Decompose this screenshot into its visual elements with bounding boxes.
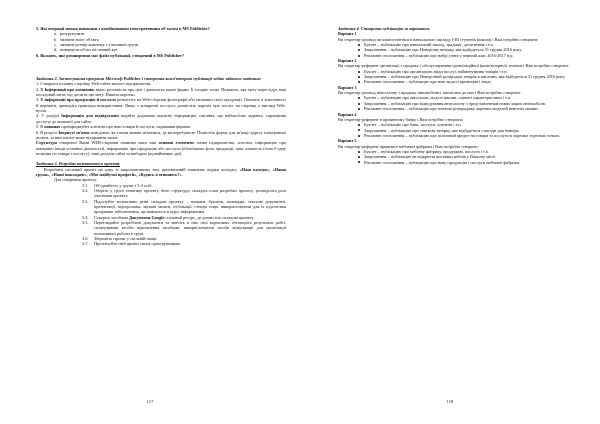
step-item: 3.3. Підготуйте колективно різні складові проекту – плакати, буклети, календарі, текстові документи, презентації, відеоролики, звукові записи, публікації, стенди тощо, використовуючи для їх підготовки програмне забезпечення, що вивчалось в курсі інформатики. [82,198,286,215]
list-item: Запрошення – публікацію про Новорічний розпродаж товарів в магазині, яка відбудеться 31 грудня 2016 року. [358,74,582,79]
page-number-right: 118 [446,398,454,404]
variant-4-intro: Ви секретар-референт в приватному банку і Вам потрібно створити: [338,116,464,122]
option-c: c. змінити розмір кожному з учасників групи [58,42,286,47]
variant-3-intro: Ви секретар-діловод автосалону з продажу автомобілів і запчастин до них і Вам потрібно створити: [338,90,522,96]
list-item: Рекламне оголошення – публікацію про пільговий кредит на товари та послуги в окремих торгових точках. [358,133,582,138]
variant-2-intro: Ви секретар-референт організації з продажу і обслуговування організаційної (комп'ютерної) техніки і Вам потрібно створити: [338,63,570,69]
list-item: Буклет – публікацію про банк, послуги, клієнтів і т.п. [358,122,582,127]
task-2-structure: Структура створеної Вами WEB-сторінки повинна мати такі основні елементи: назва підприємства, логотип, інформацію про компанію (види основної діяльності), інформацію про продукцію або послуги (обов'язково фото продукції, ціна, кількість (хоча б одну позицію по товару і послугу), інші розділи сайта за вибором (щонайменше дві). [36,140,287,156]
list-item: Буклет – публікацію про меблеву фабрику, продукцію, послуги і т.п. [358,149,582,154]
task-2-point-2: 2. В Інформації про компанію варто розповісти про цілі і діяльність вашої фірми. Її історію тощо. Покажіть, яку мету переслідує ваш посадовий штат, що досягає цю мету. Пишіть коротко. [36,86,286,98]
step-item: 3.1. Об'єднайтесь у групи з 3-4 осіб. [82,182,153,188]
option-a: a. розгрупувати [58,31,286,36]
variant-1-intro: Ви секретар-діловод загальноосвітнього навчального закладу I-III ступенів (школи) і Вам потрібно створити: [338,36,539,42]
task-4-title: Завдання 4. Створити публікацію за варіантом. [338,26,431,31]
variant-1-list [338,42,582,58]
list-item: Рекламне оголошення – публікацію про набір учнів у перший клас 2016-2017 н.р. [358,53,582,58]
list-item: Буклет – публікацію про навчальний заклад, традиції, досягнення і т.п. [358,42,582,47]
task-2-point-4: 4. У розділі Інформація для відвідувачів надайте додаткову корисну інформацію, питання, що найчастіше задають, спрощення доступу до компанії для сайту. [36,113,287,124]
variant-2-label: Варіант 2 [338,58,357,64]
variant-4-label: Варіант 4 [338,111,357,117]
list-item: Буклет – публікацію про автосалон, моделі машин, оцінені характеристики і т.п. [358,95,582,100]
step-item: 3.6. Збережіть проект у спільній папці. [82,236,158,242]
page-number-left: 117 [146,398,154,404]
list-item: Рекламне оголошення – публікацію про нові моделі принтерів і знаді. [358,79,582,84]
task-2-point-5: 5. В новинах проінформуйте клієнтів про нові товари й послуги, надавання фірмою. [36,124,192,130]
variant-2-list [338,69,582,85]
task-3-steps [36,183,286,247]
list-item: Запрошення – публікацію про Новорічну вечірку, яка відбудеться 31 грудня 2016 року. [358,47,582,52]
list-item: Рекламне оголошення – публікацію про нову продукцію і послуги меблевої фабрики. [358,160,582,165]
task-2-title: Завдання 2. Застосування програми Microsoft Publisher і створення комп'ютерної публікації згідно заданого завдання: [36,76,262,82]
option-b: b. змінити зміст об'єкта [58,37,286,42]
step-item: 3.7. Презентуйте свій проект своїм одногрупникам. [82,241,181,247]
step-item: 3.5. Переглядайте розроблені документи та внесіть в них свої корективи, обговоріть результати робіт, спланувавши засоби відновлення засобами, використовуючи засоби комунікації для організації колективної роботи в групі. [82,220,286,236]
task-3-title: Завдання 3. Розробка колективного проекту [36,161,120,167]
list-item: Рекламне оголошення – публікацію про початок розпродажу окремих моделей новітніх машин. [358,106,582,111]
variant-5-intro: Ви секретар-референт приватної меблевої фабрики і Вам потрібно створити: [338,143,479,149]
task-3-steps-intro: Для створення проекту: [54,177,98,183]
list-item: Буклет – публікацію про організацію, види послуг, найменування товарів і т.п. [358,69,582,74]
variant-5-label: Варіант 5 [338,138,357,144]
task-2-point-1: 1. Створити головну сторінку Web-сайта вашого підприємства. [36,81,152,87]
list-item: Запрошення – публікацію про відвідування автосалону з представленням нових марок автомобілів. [358,101,582,106]
task-3-intro: Розробити спільний проект на одну із запропонованих тем, присвячений знаковим подіям коледжу: «Наш коледж», «Наша група», «Наші викладачі», «Мої майбутні професії», «Кудись я огинаюсь?». [36,166,286,177]
right-page [300,0,600,424]
variant-4-list [338,122,582,138]
task-2-point-6: 6. В розділі Звернуті зв'язок повідомте, як з вами можна зв'язатися, де ви перебуваєте. Помістіть форму для зв'язку, адресу електронної пошти, за якої клієнт може відправити запит. [36,129,286,140]
step-item: 3.2. Оберіть у групі тематику проекту, його структуру, складіть план розробки проекту, розподіліть ролі учасників проекту. [82,187,286,199]
step-item: 3.4. Створіть засобами Документи Google спільний ресурс, де розмістіть складові проекту. [82,214,255,220]
list-item: Запрошення – публікацію на відкриття виставки меблів у Вашому місті. [358,154,582,159]
question-6: 6. Вкажіть, яке розширення має файл публікації, створений в MS Publisher? [36,52,185,58]
option-d: d. повернути об'єкт на певний кут [58,47,286,52]
list-item: Запрошення – публікацію про святкову вечірку, яка відбудеться з нагоди дня банкіра. [358,128,582,133]
variant-1-label: Варіант 1 [338,31,357,37]
question-5: 5. Які операції можна виконати з комбінованим ілюстративним об'єктом в MS Publisher? [36,26,210,31]
task-2-point-3: 3. В інформації про продукцію й послуги розмістіть на Web-сторінці фотографії або малюнки своєї продукції. Опишіть її властивості й переваги, приведіть приклади використання. Якщо є конкретні послуги, розмістіть перелік цих послуг на сторінці у вигляді Web-вузла. [36,97,286,114]
variant-3-label: Варіант 3 [338,84,357,90]
variant-3-list [338,95,582,111]
question-5-options [36,31,286,52]
variant-5-list [338,149,582,165]
